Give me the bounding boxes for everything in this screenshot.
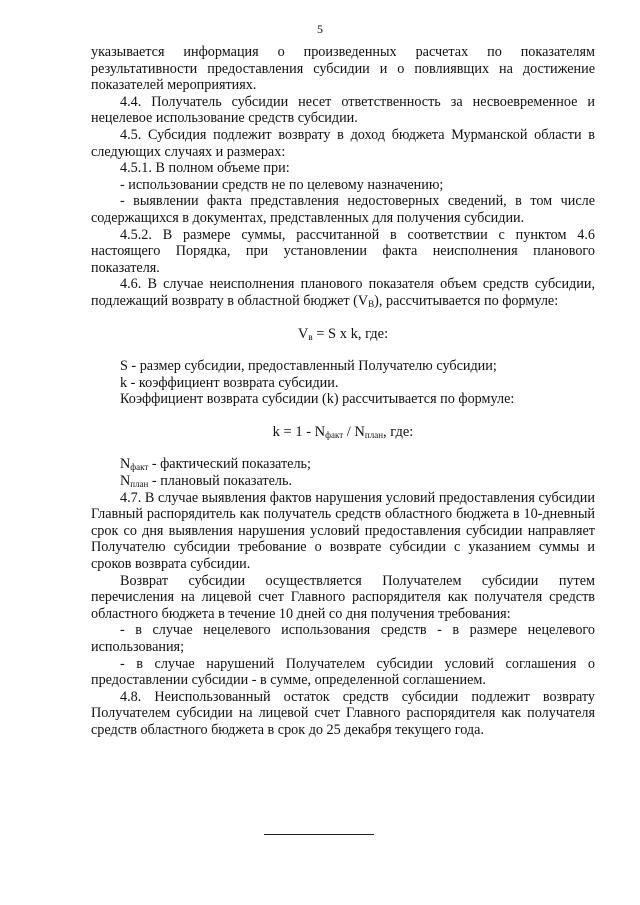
nplan-letter: N [120,473,131,490]
formula2-sub-plan: план [364,429,384,440]
page-number: 5 [317,22,323,36]
definition-k: k - коэффициент возврата субсидии. [120,374,339,391]
list-item-misuse-refund: - в случае нецелевого использования средств - в размере нецелевого использования; [91,622,595,655]
formula1-rest: = S x k, где: [312,325,389,342]
paragraph-4-6-text: 4.6. В случае неисполнения планового показателя объем средств субсидии, подлежащий возврату в областной бюджет (V [91,276,595,309]
nplan-sub: план [130,479,149,490]
paragraph-refund-procedure: Возврат субсидии осуществляется Получателем субсидии путем перечисления на лицевой счет Главного распорядителя как получателя средств областного бюджета в течение 10 дней со дня получения требования: [91,572,595,622]
definition-nplan [91,473,595,490]
formula2-sub-fact: факт [325,429,344,440]
formula-refund-volume [91,326,595,343]
end-divider [264,834,374,835]
paragraph-4-5-1: 4.5.1. В полном объеме при: [120,160,290,177]
paragraph-4-8: 4.8. Неиспользованный остаток средств субсидии подлежит возврату Получателем субсидии на лицевой счет Главного распорядителя как получателя средств областного бюджета в срок до 25 декабря текущего года. [91,688,595,738]
formula-coefficient [91,424,595,441]
paragraph-4-5: 4.5. Субсидия подлежит возврату в доход бюджета Мурманской области в следующих случаях и размерах: [91,126,595,160]
paragraph-4-5-2: 4.5.2. В размере суммы, рассчитанной в соответствии с пунктом 4.6 настоящего Порядка, при установлении факта неисполнения планового показателя. [91,226,595,276]
list-item-violation-refund: - в случае нарушений Получателем субсидии условий соглашения о предоставлении субсидии - в сумме, определенной соглашением. [91,655,595,689]
formula1-sub: в [308,331,313,342]
nfact-sub: факт [130,462,149,473]
formula2-part-c: , где: [383,423,414,440]
paragraph-coefficient: Коэффициент возврата субсидии (k) рассчитывается по формуле: [120,391,515,408]
formula2-part-a: k = 1 - N [272,423,326,440]
paragraph-4-6-tail: ), рассчитывается по формуле: [374,292,559,309]
paragraph-4-6 [91,276,595,309]
paragraph-4-4: 4.4. Получатель субсидии несет ответственность за несвоевременное и нецелевое использование средств субсидии. [91,93,595,127]
definition-s: S - размер субсидии, предоставленный Получателю субсидии; [120,358,497,375]
list-item-false-info: - выявлении факта представления недостоверных сведений, в том числе содержащихся в документах, представленных для получения субсидии. [91,193,595,226]
nplan-text: - плановый показатель. [148,473,293,490]
formula2-part-b: / N [343,423,365,440]
nfact-letter: N [120,456,131,473]
vb-subscript: В [368,298,375,309]
paragraph-4-7: 4.7. В случае выявления фактов нарушения условий предоставления субсидии Главный распорядитель как получатель средств областного бюджета в 10-дневный срок со дня выявления нарушения условий предоставления субсидии направляет Получателю субсидии требование о возврате субсидии с указанием суммы и сроков возврата субсидии. [91,489,595,573]
definition-nfact [91,456,595,473]
formula1-v: V [297,325,309,342]
document-body [91,44,595,739]
paragraph-continuation: указывается информация о произведенных расчетах по показателям результативности предоставления субсидии и о повлиявщих на достижение показателей мероприятиях. [91,44,595,94]
nfact-text: - фактический показатель; [148,456,311,473]
list-item-misuse: - использовании средств не по целевому назначению; [120,176,444,193]
